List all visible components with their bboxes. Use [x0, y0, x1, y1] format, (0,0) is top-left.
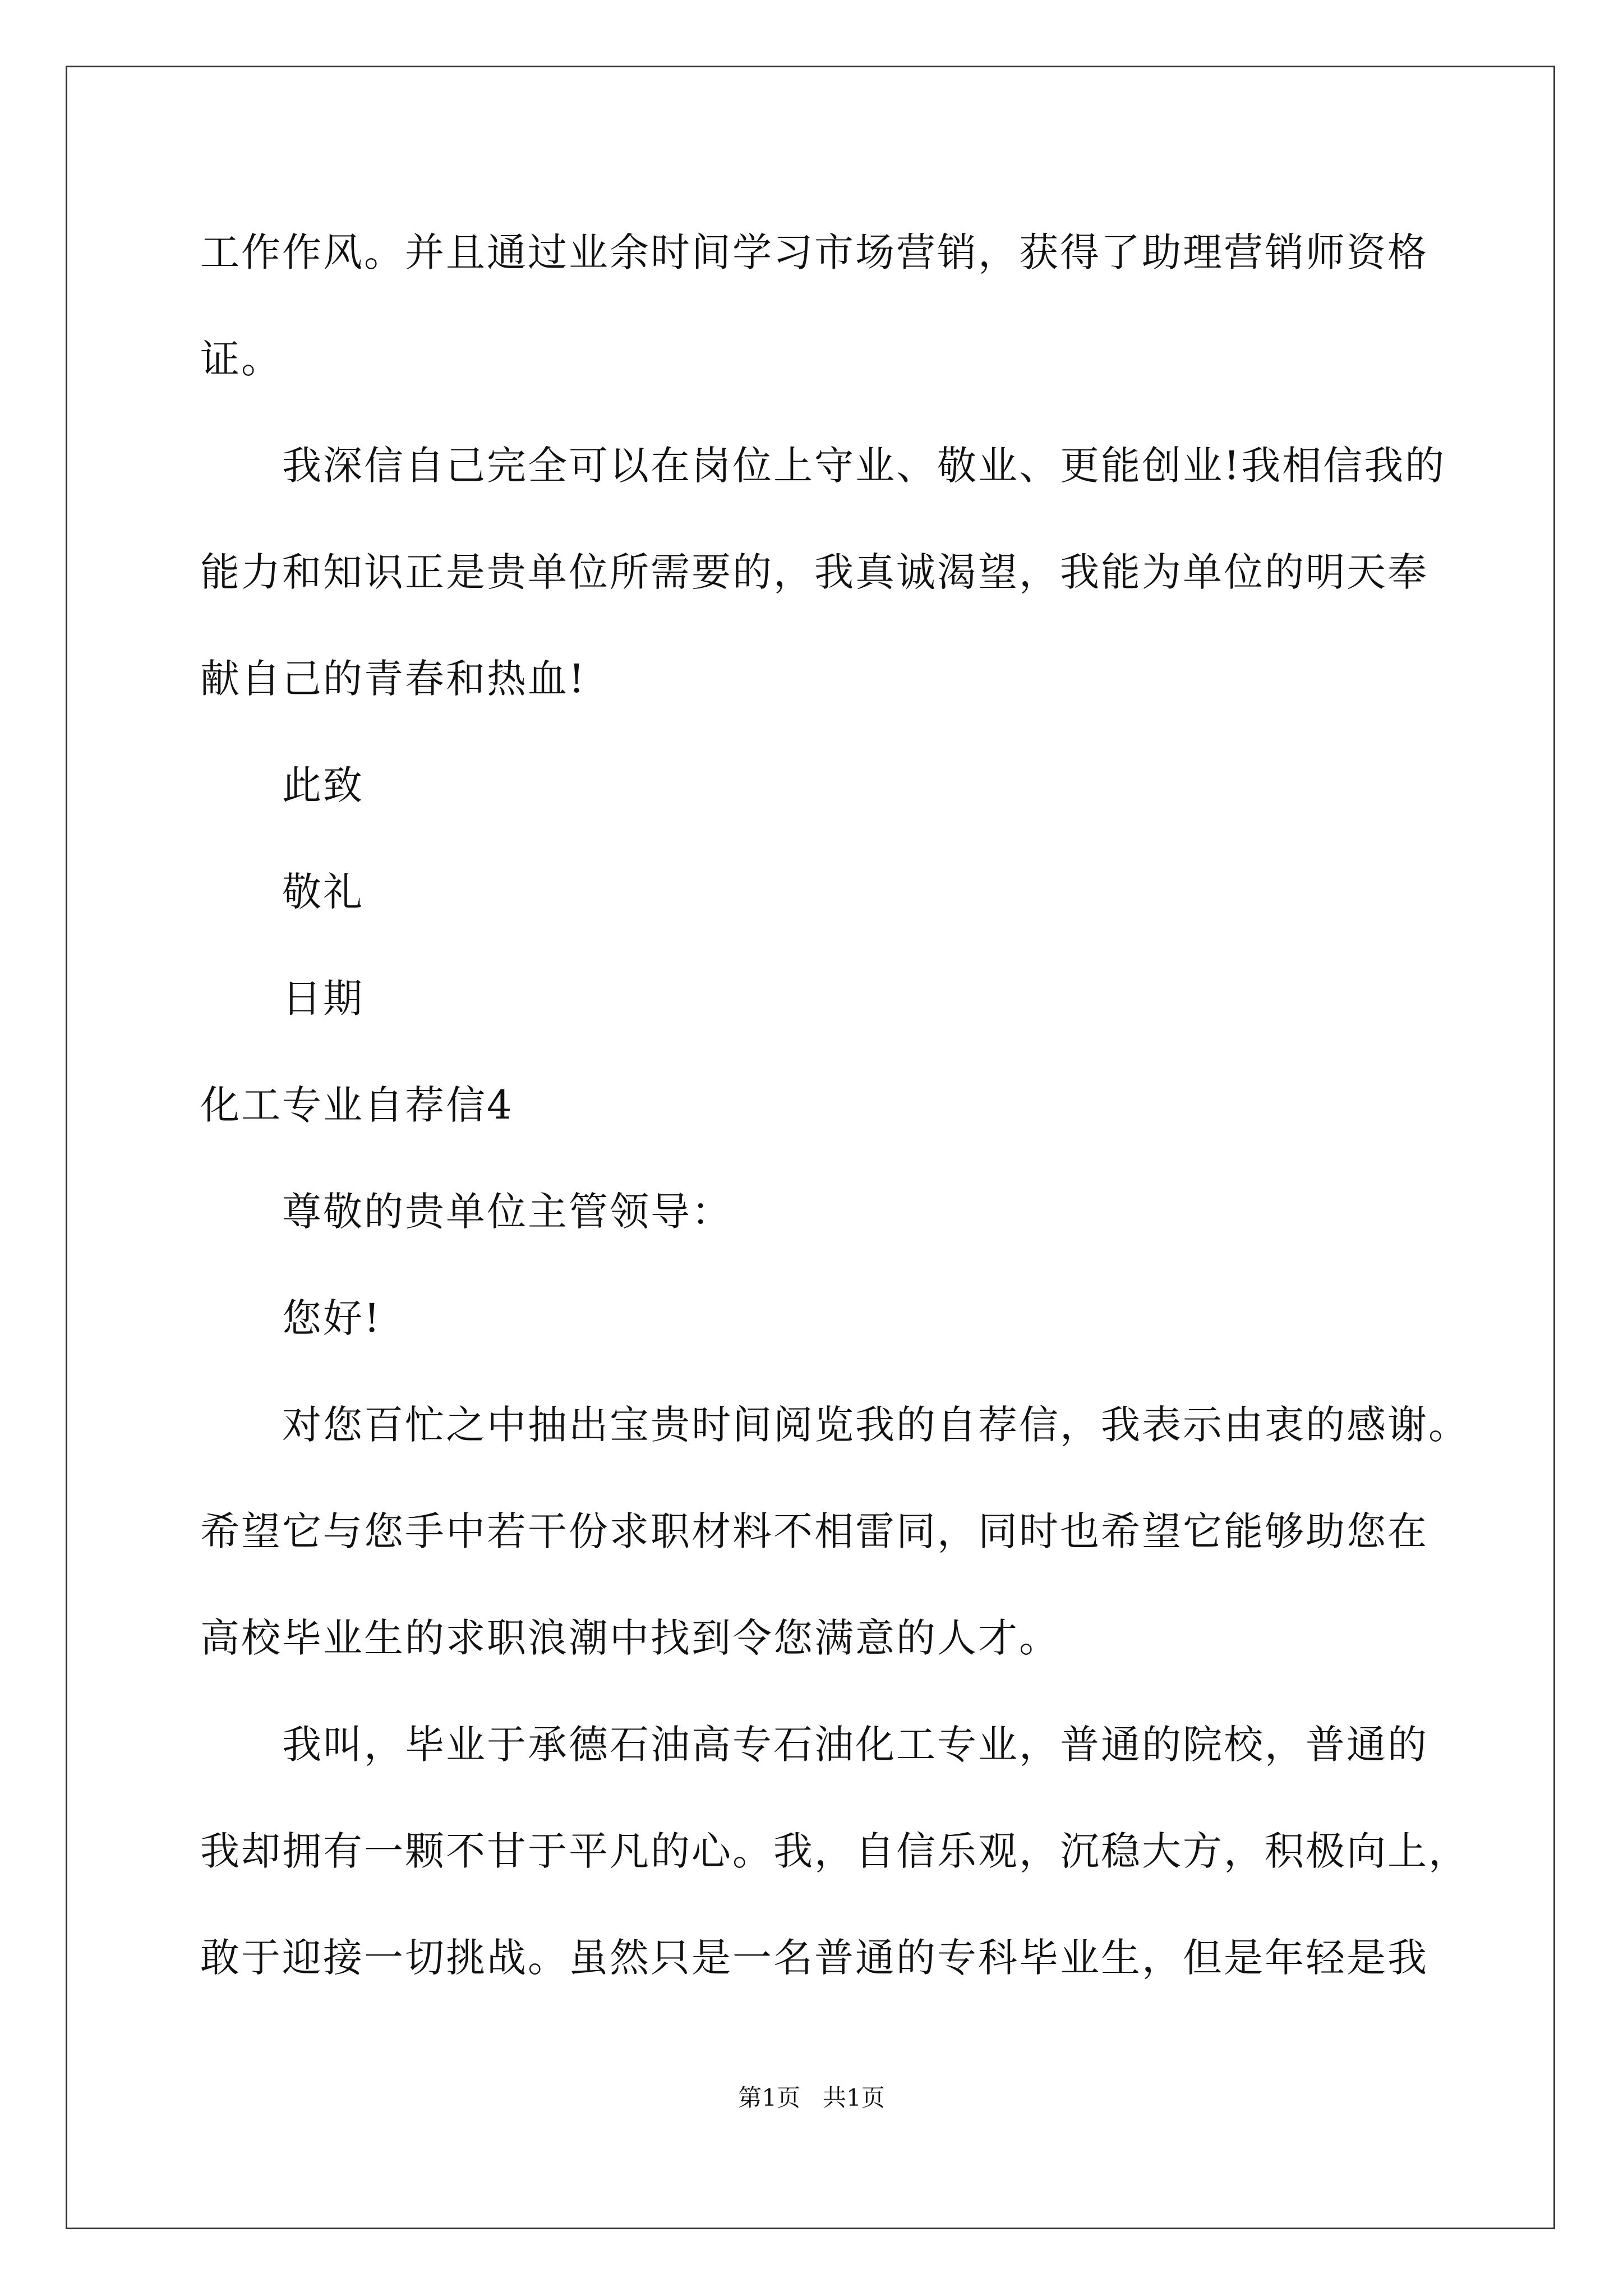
- text-line: 我叫，毕业于承德石油高专石油化工专业，普通的院校，普通的: [282, 1722, 1428, 1768]
- page-footer: 第1页 共1页: [738, 2084, 885, 2111]
- closing-regards: 敬礼: [282, 869, 364, 915]
- page-border: [66, 66, 1555, 2229]
- text-line: 证。: [200, 336, 282, 382]
- text-line: 高校毕业生的求职浪潮中找到令您满意的人才。: [200, 1615, 1060, 1661]
- text-line: 敢于迎接一切挑战。虽然只是一名普通的专科毕业生，但是年轻是我: [200, 1935, 1428, 1981]
- text-line: 对您百忙之中抽出宝贵时间阅览我的自荐信，我表示由衷的感谢。: [282, 1402, 1469, 1448]
- text-line: 献自己的青春和热血!: [200, 656, 587, 702]
- text-line: 我深信自己完全可以在岗位上守业、敬业、更能创业!我相信我的: [282, 443, 1446, 489]
- section-title: 化工专业自荐信4: [200, 1082, 514, 1128]
- text-line: 工作作风。并且通过业余时间学习市场营销，获得了助理营销师资格: [200, 229, 1428, 275]
- date-label: 日期: [282, 976, 364, 1022]
- text-line: 希望它与您手中若干份求职材料不相雷同，同时也希望它能够助您在: [200, 1508, 1428, 1554]
- text-line: 我却拥有一颗不甘于平凡的心。我，自信乐观，沉稳大方，积极向上，: [200, 1828, 1469, 1874]
- text-line: 能力和知识正是贵单位所需要的，我真诚渴望，我能为单位的明天奉: [200, 549, 1428, 595]
- closing-salutation: 此致: [282, 762, 364, 808]
- greeting-line: 您好!: [282, 1295, 382, 1341]
- greeting-line: 尊敬的贵单位主管领导：: [282, 1189, 732, 1235]
